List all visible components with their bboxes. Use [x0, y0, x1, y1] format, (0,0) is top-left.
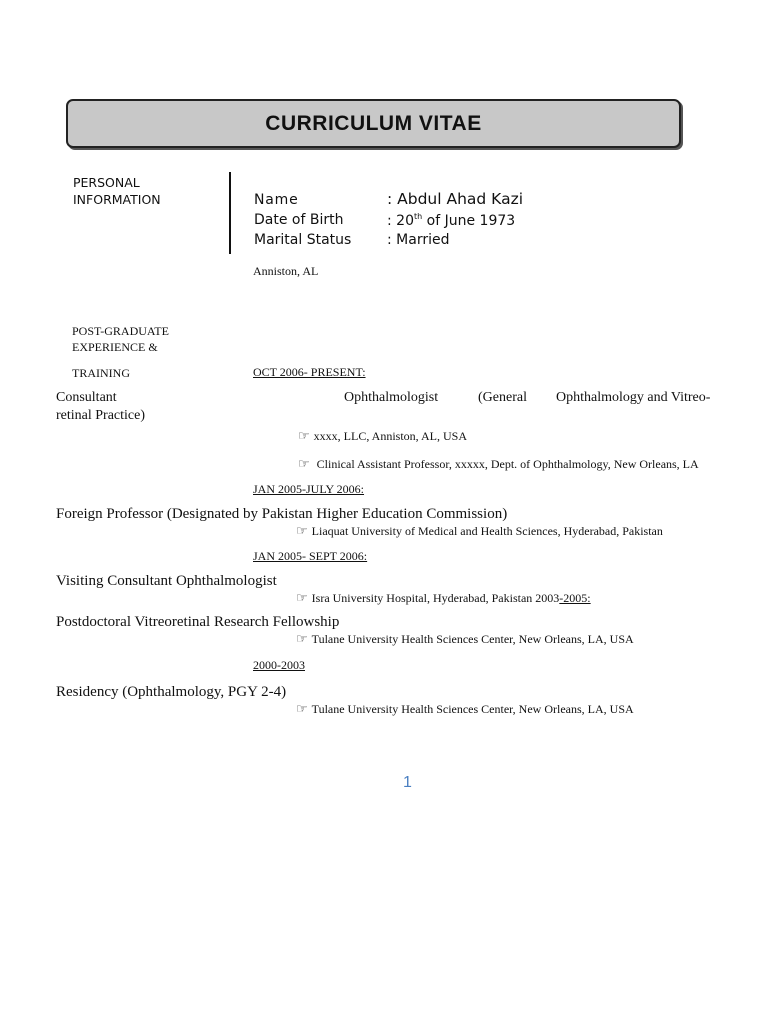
entry-role: (General [478, 390, 527, 405]
title-box [66, 99, 681, 148]
name-value: : Abdul Ahad Kazi [387, 190, 524, 208]
entry-role: Consultant [56, 390, 117, 405]
entry-date: 2000-2003 [253, 658, 305, 672]
experience-heading: POST-GRADUATE EXPERIENCE & TRAINING [72, 324, 169, 380]
pointing-hand-icon: ☞ [298, 456, 310, 471]
dob-value: : 20th of June 1973 [387, 212, 516, 229]
entry-role: Visiting Consultant Ophthalmologist [56, 573, 277, 589]
pointing-hand-icon: ☞ [296, 523, 308, 538]
list-item: ☞ Liaquat University of Medical and Health Sciences, Hyderabad, Pakistan [296, 523, 663, 538]
page-number: 1 [403, 774, 412, 791]
name-label: Name [254, 192, 299, 208]
dob-label: Date of Birth [254, 212, 344, 228]
entry-role: Ophthalmology and Vitreo- [556, 390, 711, 405]
list-item: ☞ Isra University Hospital, Hyderabad, Pakistan 2003-2005: [296, 590, 591, 605]
list-item: ☞ Clinical Assistant Professor, xxxxx, Dept. of Ophthalmology, New Orleans, LA [298, 456, 699, 471]
entry-role: Foreign Professor (Designated by Pakistan Higher Education Commission) [56, 506, 508, 522]
marital-value: : Married [387, 232, 450, 248]
section-divider [229, 172, 231, 254]
list-item: ☞ Tulane University Health Sciences Center, New Orleans, LA, USA [296, 631, 634, 646]
pointing-hand-icon: ☞ [296, 631, 308, 646]
entry-role: retinal Practice) [56, 408, 146, 423]
list-item: ☞ Tulane University Health Sciences Center, New Orleans, LA, USA [296, 701, 634, 716]
entry-role: Ophthalmologist [344, 390, 439, 405]
location: Anniston, AL [253, 264, 319, 278]
entry-role: Residency (Ophthalmology, PGY 2-4) [56, 684, 287, 700]
personal-heading: PERSONAL INFORMATION [73, 175, 161, 207]
entry-role: Postdoctoral Vitreoretinal Research Fellowship [56, 614, 340, 630]
pointing-hand-icon: ☞ [296, 701, 308, 716]
entry-date: JAN 2005- SEPT 2006: [253, 549, 368, 563]
page-title: CURRICULUM VITAE [265, 112, 482, 135]
entry-date: JAN 2005-JULY 2006: [253, 482, 365, 496]
list-item: ☞ xxxx, LLC, Anniston, AL, USA [298, 428, 468, 443]
pointing-hand-icon: ☞ [296, 590, 308, 605]
entry-date: OCT 2006- PRESENT: [253, 365, 366, 379]
marital-label: Marital Status [254, 232, 352, 248]
pointing-hand-icon: ☞ [298, 428, 310, 443]
